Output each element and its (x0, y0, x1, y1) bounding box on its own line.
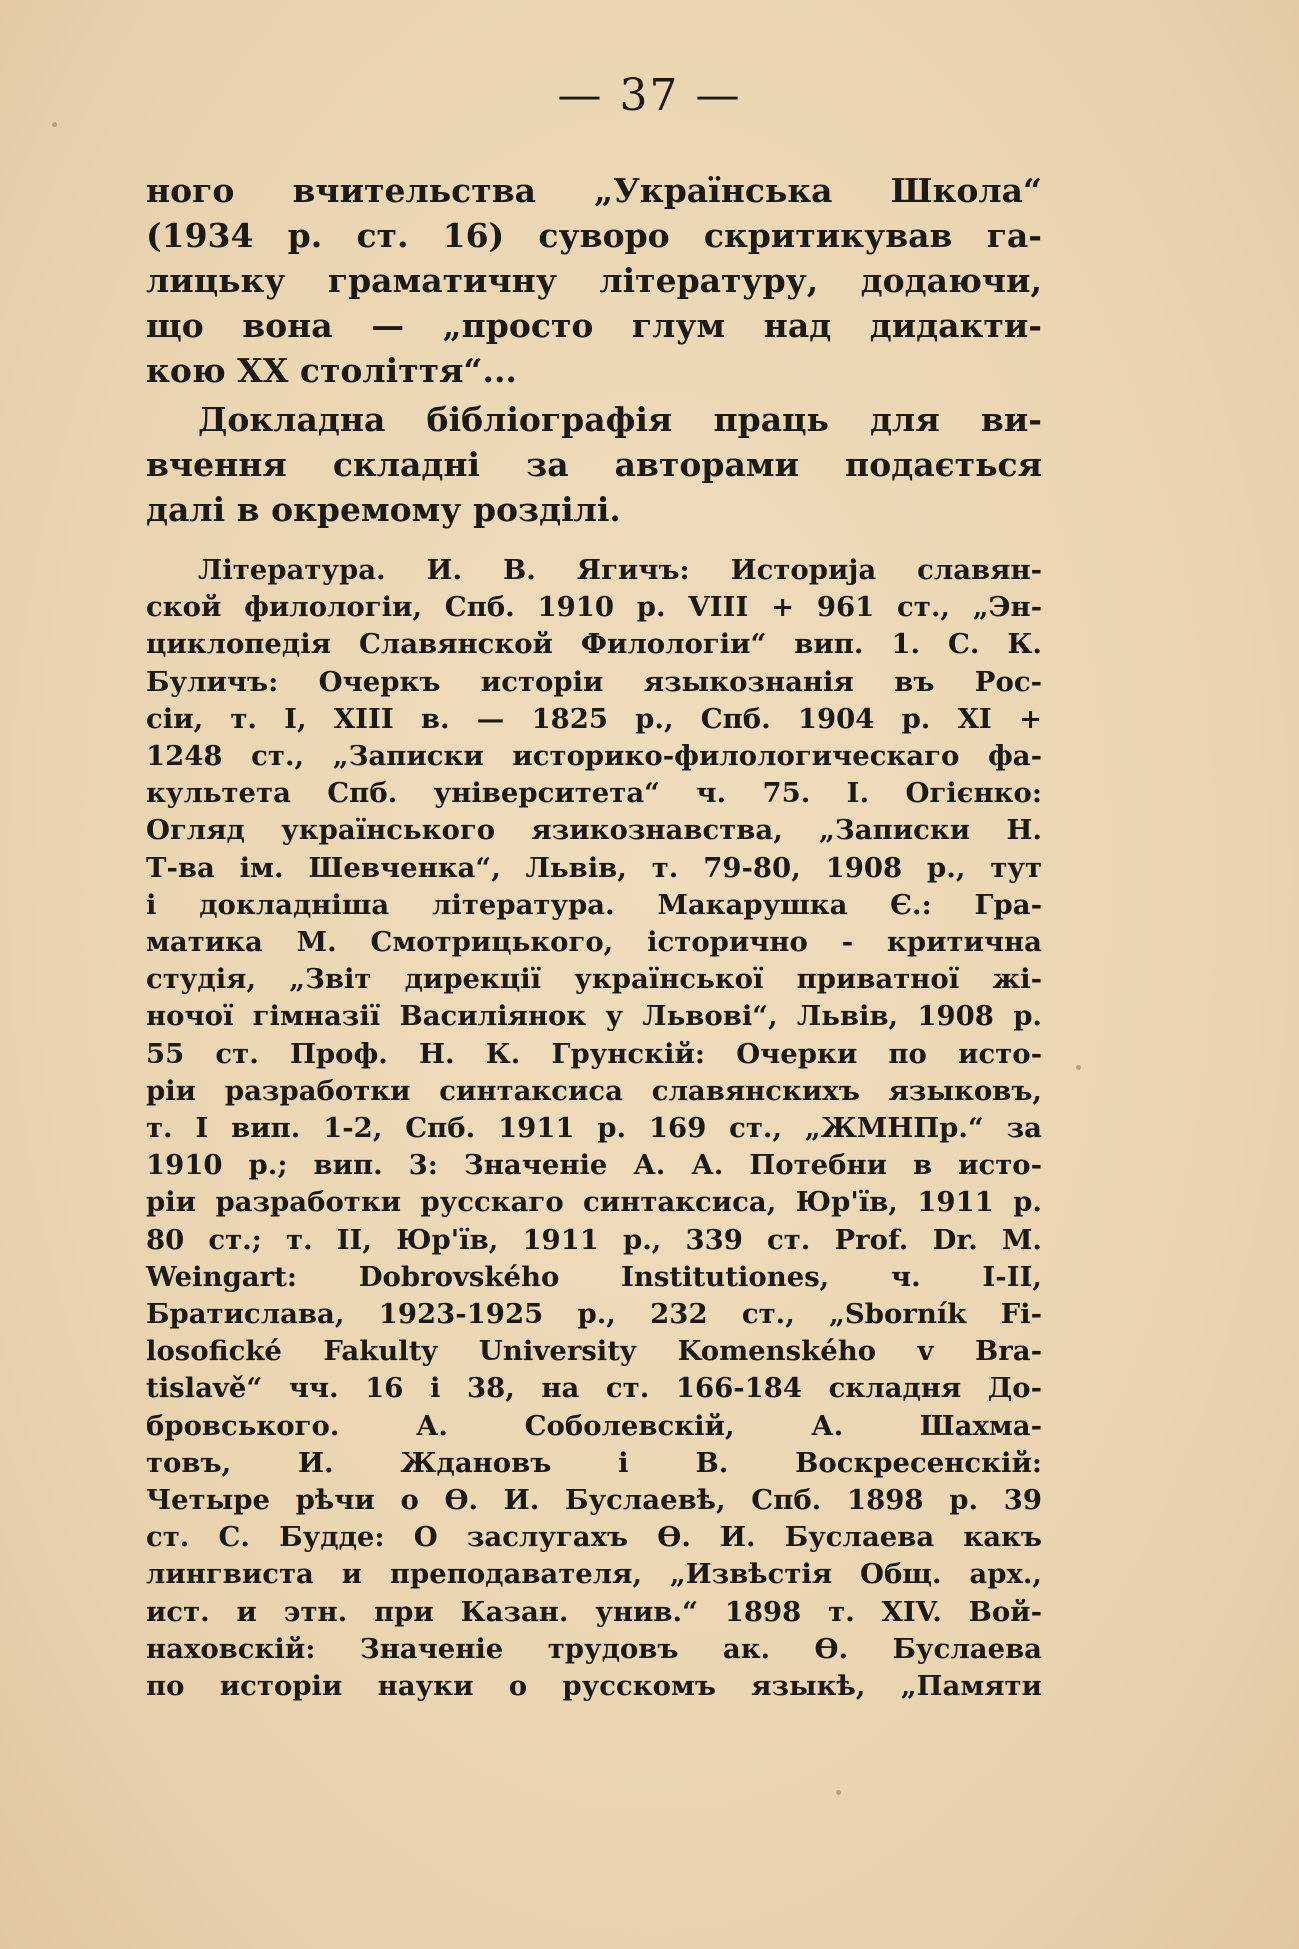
paper-speck (1076, 1065, 1081, 1070)
literature-line: лингвиста и преподавателя, „Извѣстія Общ. арх., (146, 1558, 1042, 1591)
literature-line: 1248 ст., „Записки историко-филологическаго фа- (146, 740, 1042, 773)
literature-line: Братислава, 1923-1925 р., 232 ст., „Sborník Fi- (146, 1298, 1042, 1331)
literature-line: tislavě“ чч. 16 і 38, на ст. 166-184 складня До- (146, 1372, 1042, 1405)
literature-line: Weingart: Dobrovského Institutiones, ч. I-II, (146, 1260, 1042, 1293)
literature-line: 55 ст. Проф. Н. К. Грунскій: Очерки по исто- (146, 1037, 1042, 1070)
literature-line: ночої гімназії Василіянок у Львові“, Львів, 1908 р. (146, 1000, 1042, 1033)
paragraph-ukrainian-school (146, 168, 1042, 393)
text-line: (1934 р. ст. 16) суворо скритикував га- (146, 216, 1042, 255)
literature-line: товъ, И. Ждановъ і В. Воскресенскій: (146, 1446, 1042, 1479)
literature-line: сіи, т. I, XIII в. — 1825 р., Спб. 1904 р. XI + (146, 702, 1042, 735)
text-line: вчення складні за авторами подається (146, 445, 1042, 484)
text-line: що вона — „просто глум над дидакти- (146, 306, 1042, 345)
literature-line: наховскій: Значеніе трудовъ ак. Ѳ. Буслаева (146, 1632, 1042, 1665)
literature-line: ріи разработки синтаксиса славянскихъ языковъ, (146, 1074, 1042, 1107)
literature-line: циклопедія Славянской Филологіи“ вип. 1. С. К. (146, 628, 1042, 661)
body-text (146, 168, 1042, 1705)
text-line: ного вчительства „Українська Школа“ (146, 171, 1042, 210)
literature-line: Буличъ: Очеркъ исторіи языкознанія въ Рос- (146, 665, 1042, 698)
literature-line: матика М. Смотрицького, історично - критична (146, 926, 1042, 959)
paper-speck (52, 122, 57, 127)
paper-speck (836, 1790, 841, 1795)
literature-line: по исторіи науки о русскомъ языкѣ, „Памяти (146, 1670, 1042, 1703)
literature-line: ист. и этн. при Казан. унив.“ 1898 т. XIV. Вой- (146, 1595, 1042, 1628)
text-line: далі в окремому розділі. (146, 490, 621, 529)
page-number: — 37 — (557, 70, 742, 121)
literature-line: losofické Fakulty University Komenského v Bra- (146, 1335, 1042, 1368)
text-line: кою XX століття“... (146, 351, 517, 390)
literature-line: ріи разработки русскаго синтаксиса, Юр'їв, 1911 р. (146, 1186, 1042, 1219)
literature-line: 80 ст.; т. II, Юр'їв, 1911 р., 339 ст. Prof. Dr. M. (146, 1223, 1042, 1256)
literature-line: Література. И. В. Ягичъ: Историја славян- (198, 554, 1042, 586)
text-line: лицьку граматичну літературу, додаючи, (146, 261, 1042, 300)
literature-line: ст. С. Будде: О заслугахъ Ѳ. И. Буслаева какъ (146, 1521, 1042, 1554)
literature-line: студія, „Звіт дирекції української приватної жі- (146, 963, 1042, 996)
literature-line: 1910 р.; вип. 3: Значеніе А. А. Потебни в исто- (146, 1149, 1042, 1182)
literature-line: Огляд українського язикознавства, „Записки Н. (146, 814, 1042, 847)
literature-line: т. I вип. 1-2, Спб. 1911 р. 169 ст., „ЖМНПр.“ за (146, 1112, 1042, 1145)
paragraph-bibliography-note (146, 397, 1042, 532)
literature-line: Четыре рѣчи о Ѳ. И. Буслаевѣ, Спб. 1898 р. 39 (146, 1484, 1042, 1517)
text-line: Докладна бібліографія праць для ви- (198, 400, 1042, 439)
literature-line: і докладніша література. Макарушка Є.: Гра- (146, 888, 1042, 921)
literature-line: бровського. А. Соболевскій, А. Шахма- (146, 1409, 1042, 1442)
literature-list (146, 552, 1042, 1705)
literature-line: ской филологіи, Спб. 1910 р. VIII + 961 ст., „Эн- (146, 591, 1042, 624)
literature-line: Т-ва ім. Шевченка“, Львів, т. 79-80, 1908 р., тут (146, 851, 1042, 884)
literature-line: культета Спб. університета“ ч. 75. І. Огієнко: (146, 777, 1042, 810)
